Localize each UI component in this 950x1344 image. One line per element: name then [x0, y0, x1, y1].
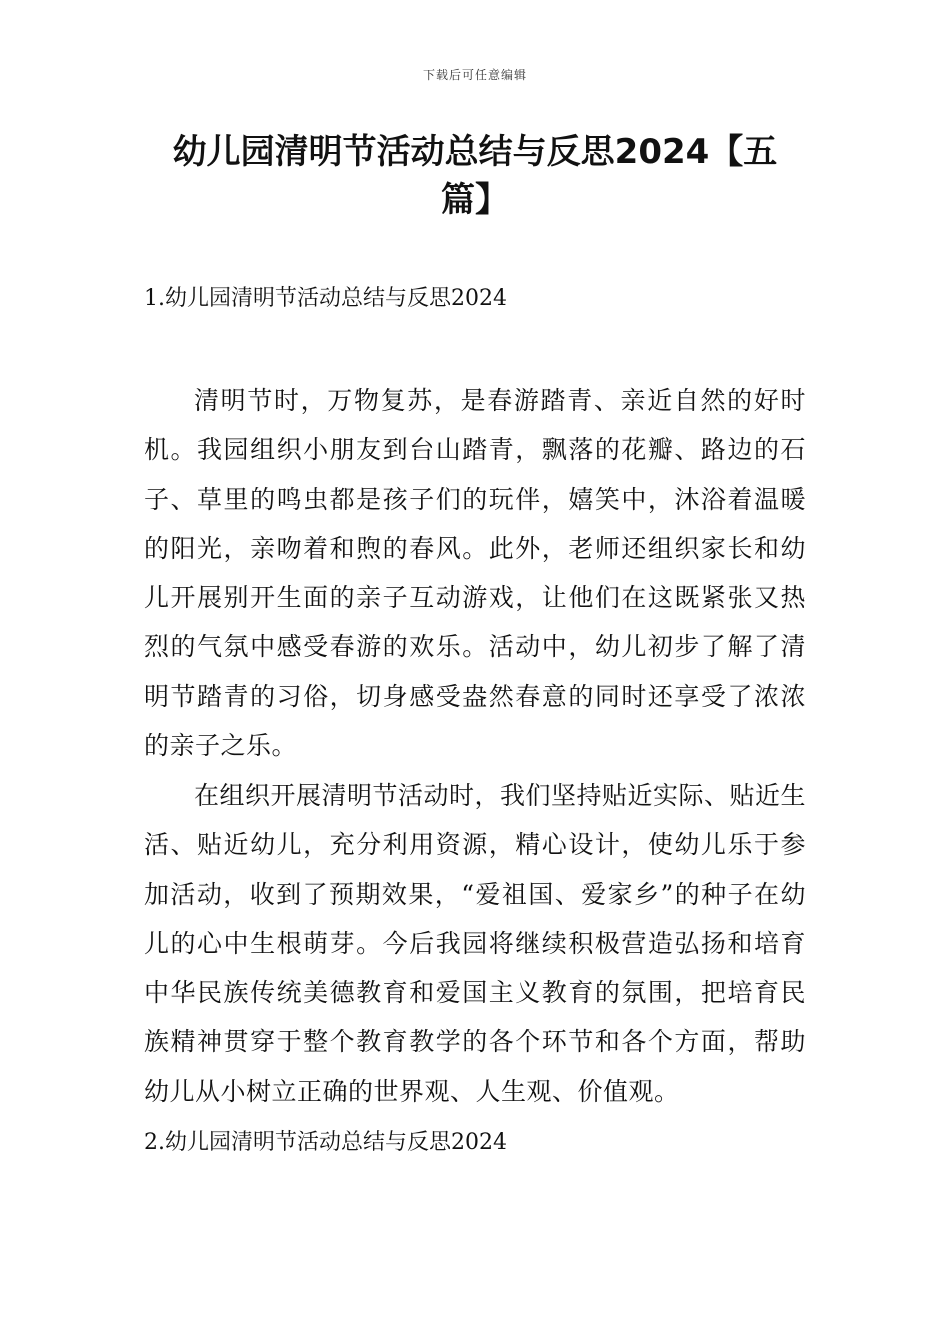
section-heading-2: 2.幼儿园清明节活动总结与反思2024: [144, 1130, 507, 1155]
paragraph-1: 清明节时，万物复苏，是春游踏青、亲近自然的好时机。我园组织小朋友到台山踏青，飘落的花瓣、路边的石子、草里的鸣虫都是孩子们的玩伴，嬉笑中，沐浴着温暖的阳光，亲吻着和煦的春风。此外，老师还组织家长和幼儿开展别开生面的亲子互动游戏，让他们在这既紧张又热烈的气氛中感受春游的欢乐。活动中，幼儿初步了解了清明节踏青的习俗，切身感受盎然春意的同时还享受了浓浓的亲子之乐。: [144, 386, 806, 761]
page-title: 幼儿园清明节活动总结与反思2024【五篇】: [172, 132, 778, 220]
section-heading-1: 1.幼儿园清明节活动总结与反思2024: [144, 286, 507, 311]
header-note: 下载后可任意编辑: [422, 68, 527, 82]
paragraph-2: 在组织开展清明节活动时，我们坚持贴近实际、贴近生活、贴近幼儿，充分利用资源，精心设计，使幼儿乐于参加活动，收到了预期效果，“爱祖国、爱家乡”的种子在幼儿的心中生根萌芽。今后我园将继续积极营造弘扬和培育中华民族传统美德教育和爱国主义教育的氛围，把培育民族精神贯穿于整个教育教学的各个环节和各个方面，帮助幼儿从小树立正确的世界观、人生观、价值观。: [144, 781, 807, 1106]
